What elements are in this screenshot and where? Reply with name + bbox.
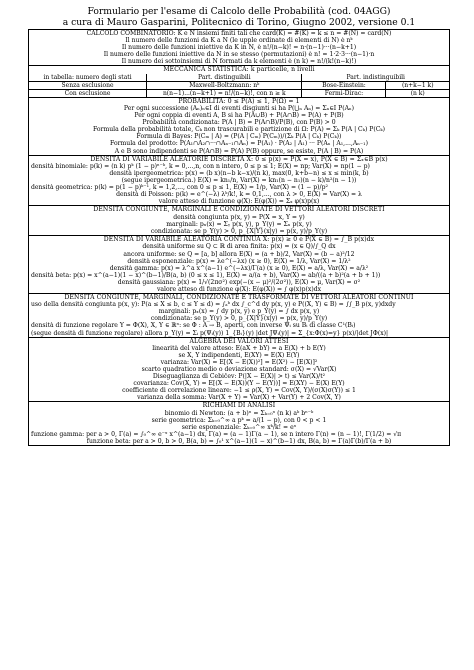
formula-line: condizionata: se p_Y(y) > 0, p_{X|Y}(x|y) = p(x, y)/p_Y(y) bbox=[150, 227, 328, 235]
section-congiunte-continue bbox=[29, 293, 449, 337]
section-densita-discreta bbox=[29, 155, 449, 206]
formula-line: Diseguaglianza di Čebičev: P(|X − E(X)| > t) ≤ Var(X)/t² bbox=[152, 373, 326, 381]
formula-line: densità di Poisson: p(k) = e^(−λ) λᵏ/k!, k = 0,1,..., con λ > 0, E(X) = Var(X) = λ bbox=[116, 191, 362, 199]
formula-line: condizionata: se p_Y(y) > 0, p_{X|Y}(x|y) = p(x, y)/p_Y(y) bbox=[150, 315, 328, 323]
formula-line: (segue densità di funzione regolare) allora p_Y(y) = Σᵢ p(Ψᵢ(y)) 1_{Bᵢ}(y) |det JΨᵢ(y)| = Σ_{x:Φ(x)=y} p(x)/|det JΦ(x)| bbox=[31, 329, 389, 337]
formula-line: varianza della somma: Var(X + Y) = Var(X) + Var(Y) + 2 Cov(X, Y) bbox=[137, 394, 341, 402]
section-heading: PROBABILITÀ: 0 ≤ P(A) ≤ 1, P(Ω) = 1 bbox=[178, 97, 300, 105]
formula-line: coefficiente di correlazione lineare: −1 ≤ ρ(X, Y) = Cov(X, Y)/(σ(X)σ(Y)) ≤ 1 bbox=[122, 387, 356, 395]
table-header-row bbox=[29, 74, 449, 82]
formula-line: densità ipergeometrica: p(x) = (b x)(n−b k−x)/(n k), max(0, k+b−n) ≤ x ≤ min(k, b) bbox=[109, 170, 369, 178]
formula-line: Il numero delle funzioni iniettive da K in N, è n!/(n−k)! = n·(n−1)···(n−k+1) bbox=[121, 44, 357, 52]
section-probabilita bbox=[29, 97, 449, 155]
table-cell: Maxwell-Boltzmann: nᵏ bbox=[147, 81, 302, 89]
formula-line: densità binomiale: p(k) = (n k) pᵏ (1 − p)ⁿ⁻ᵏ, k = 0,...,n, con n intero, 0 ≤ p ≤ 1; E(X) = np; Var(X) = np(1 − p) bbox=[31, 163, 370, 171]
formula-line: scarto quadratico medio o deviazione standard: σ(X) = √Var(X) bbox=[141, 366, 337, 374]
section-heading: DENSITÀ DI VARIABILE ALEATORIA CONTINUA X: p(x) ≥ 0 e P(X ∈ B) = ∫_B p(x)dx bbox=[103, 235, 375, 243]
formula-line: uso della densità congiunta p(x, y): P(a ≤ X ≤ b, c ≤ Y ≤ d) = ∫ₐᵇ dx ∫_c^d dy p(x, y) e P((X, Y) ∈ B) = ∫∫_B p(x, y)dxdy bbox=[31, 301, 396, 309]
formula-line: marginali: pₓ(x) = Σᵧ p(x, y), p_Y(y) = Σₓ p(x, y) bbox=[166, 220, 312, 228]
formula-line: Il numero delle funzioni iniettive da N in se stesso (permutazioni) è n! = 1·2·3···(n−1)·n bbox=[103, 51, 375, 59]
table-header-cell: Part. indistinguibili bbox=[302, 74, 449, 82]
section-heading: ALGEBRA DEI VALORI ATTESI bbox=[189, 337, 289, 345]
title-line-1: Formulario per l'esame di Calcolo delle Probabilità (cod. 04AGG) bbox=[87, 6, 391, 17]
meccanica-table bbox=[29, 74, 449, 97]
formula-line: densità uniforme su Q ⊂ ℝ di area finita: p(x) = (x ∈ Q)/∫_Q dx bbox=[142, 243, 336, 251]
formula-line: marginali: pₓ(x) = ∫ dy p(x, y) e p_Y(y) = ∫ dx p(x, y) bbox=[158, 308, 320, 316]
table-cell: n(n−1)...(n−k+1) = n!/(n−k)!, con n ≥ k bbox=[147, 89, 302, 97]
formula-line: Formula di Bayes: P(Cₘ | A) = (P(A | Cₘ) P(Cₘ))/(Σₖ P(A | Cₖ) P(Cₖ)) bbox=[136, 133, 342, 141]
formula-line: Formula della probabilità totale, Cₖ non trascurabili e partizione di Ω: P(A) = Σₖ P(A | Cₖ) P(Cₖ) bbox=[92, 126, 385, 134]
table-row bbox=[29, 89, 449, 97]
formula-line: covarianza: Cov(X, Y) = E[(X − E(X))(Y − E(Y))] = E(XY) − E(X) E(Y) bbox=[133, 380, 345, 388]
formula-line: Formula del prodotto: P(A₁∩A₂∩···∩Aₙ₋₁∩Aₙ) = P(A₁) · P(A₂ | A₁) ··· P(Aₙ | A₁,...,Aₙ₋₁) bbox=[110, 140, 368, 148]
table-cell: (n+k−1 k) bbox=[386, 81, 449, 89]
formula-line: serie esponenziale: Σₖ₌₀^∞ xᵏ/k! = eˣ bbox=[181, 424, 297, 432]
formula-line: densità di funzione regolare Y = Φ(X), X, Y ∈ ℝⁿ: se Φ : A → B, aperti, con inverse Ψᵢ su Bᵢ di classe C¹(Bᵢ) bbox=[31, 322, 356, 330]
section-heading: MECCANICA STATISTICA: k particelle, n livelli bbox=[163, 66, 315, 74]
formula-line: funzione gamma: per a > 0, Γ(a) = ∫₀^∞ e⁻ˣ x^(a−1) dx, Γ(a) = (a − 1)Γ(a − 1), se n intero Γ(n) = (n − 1)!, Γ(1/2) = √π bbox=[31, 431, 402, 439]
formula-line: ancora uniforme: se Q = [a, b] allora E(X) = (a + b)/2, Var(X) = (b − a)²/12 bbox=[123, 250, 355, 258]
document-title bbox=[28, 6, 450, 28]
formula-line: valore atteso di funzione φ(X): E(φ(X)) = ∫ φ(x)p(x)dx bbox=[156, 285, 322, 293]
formula-line: CALCOLO COMBINATORIO: K e N insiemi finiti tali che card(K) = #(K) = k ≤ n = #(N) = card(N) bbox=[86, 30, 392, 37]
formula-line: se X, Y indipendenti, E(XY) = E(X) E(Y) bbox=[178, 352, 300, 360]
formula-line: funzione beta: per a > 0, b > 0, B(a, b) = ∫₀¹ x^(a−1)(1 − x)^(b−1) dx, B(a, b) = Γ(a)Γ(b)/Γ(a + b) bbox=[86, 438, 392, 446]
formula-line: (segue ipergeometrica.) E(X) = kn₁/n, Var(X) = kn₁(n − n₁)(n − k)/n²(n − 1)) bbox=[121, 177, 357, 185]
formula-line: Per ogni successione (Aₙ)ₙ∈I di eventi disgiunti si ha P(⋃ₙ Aₙ) = Σₙ∈I P(Aₙ) bbox=[123, 105, 355, 113]
section-meccanica-statistica bbox=[29, 65, 449, 97]
formula-line: Probabilità condizionata: P(A | B) = P(A∩B)/P(B), con P(B) > 0 bbox=[142, 119, 336, 127]
formula-line: densità esponenziale: p(x) = λe^(−λx) (x ≥ 0), E(X) = 1/λ, Var(X) = 1/λ² bbox=[127, 257, 351, 265]
formula-sheet bbox=[28, 6, 450, 446]
table-cell: Fermi-Dirac: bbox=[302, 89, 386, 97]
table-header-cell: Part. distinguibili bbox=[147, 74, 302, 82]
formula-line: densità beta: p(x) = x^(a−1)(1 − x)^(b−1)/B(a, b) (0 ≤ x ≤ 1), E(X) = a/(a + b), Var(X) = ab/((a + b)²(a + b + 1)) bbox=[31, 271, 381, 279]
section-heading: RICHIAMI DI ANALISI bbox=[202, 402, 276, 410]
section-congiunte-discrete bbox=[29, 205, 449, 235]
table-cell: Senza esclusione bbox=[29, 81, 147, 89]
title-line-2: a cura di Mauro Gasparini, Politecnico di Torino, Giugno 2002, versione 0.1 bbox=[62, 17, 416, 28]
formula-line: linearità del valore atteso: E(aX + bY) = a E(X) + b E(Y) bbox=[152, 345, 326, 353]
formula-line: valore atteso di funzione φ(X): E(φ(X)) = Σₓ φ(x)p(x) bbox=[158, 198, 320, 206]
section-calcolo-combinatorio bbox=[29, 30, 449, 65]
table-cell: Con esclusione bbox=[29, 89, 147, 97]
formula-line: binomio di Newton: (a + b)ⁿ = Σₖ₌₀ⁿ (n k) aᵏ bⁿ⁻ᵏ bbox=[164, 409, 314, 417]
section-richiami-analisi bbox=[29, 401, 449, 445]
table-cell: (n k) bbox=[386, 89, 449, 97]
table-header-cell: in tabella: numero degli stati bbox=[29, 74, 147, 82]
formula-line: serie geometrica: Σₖ₌₀^∞ a pᵏ = a/(1 − p), con 0 < p < 1 bbox=[151, 416, 327, 424]
formula-line: densità gaussiana: p(x) = 1/√(2πσ²) exp(−(x − μ)²/(2σ²)), E(X) = μ, Var(X) = σ² bbox=[117, 278, 361, 286]
formula-line: Il numero dei sottoinsiemi di N formati da k elementi è (n k) = n!/(k!(n−k)!) bbox=[121, 58, 357, 66]
section-heading: DENSITÀ CONGIUNTE, MARGINALI, CONDIZIONATE E TRASFORMATE DI VETTORI ALEATORI CONTINUI bbox=[64, 293, 414, 301]
section-heading: DENSITÀ CONGIUNTE, MARGINALI E CONDIZIONATE DI VETTORI ALEATORI DISCRETI bbox=[93, 206, 385, 214]
section-heading: DENSITÀ DI VARIABILE ALEATORIE DISCRETA X: 0 ≤ p(x) = P(X = x), P(X ∈ B) = Σₓ∈B p(x) bbox=[90, 155, 388, 163]
section-densita-continua bbox=[29, 235, 449, 293]
formula-line: Il numero delle funzioni da K a N (le upple ordinate di elementi di N) è nᵏ bbox=[125, 37, 353, 45]
section-valori-attesi bbox=[29, 337, 449, 402]
table-row bbox=[29, 81, 449, 89]
formula-line: densità geometrica: p(k) = p(1 − p)ᵏ⁻¹, k = 1,2,..., con 0 ≤ p ≤ 1, E(X) = 1/p, Var(X) = (1 − p)/p² bbox=[31, 184, 328, 192]
formula-box bbox=[28, 29, 450, 446]
table-cell: Bose-Einstein: bbox=[302, 81, 386, 89]
formula-line: densità congiunta p(x, y) = P(X = x, Y = y) bbox=[173, 213, 305, 221]
formula-line: densità gamma: p(x) = λ^a x^(a−1) e^(−λx)/Γ(a) (x ≥ 0), E(X) = a/λ, Var(X) = a/λ² bbox=[109, 264, 369, 272]
formula-line: Per ogni coppia di eventi A, B si ha P(A∪B) + P(A∩B) = P(A) + P(B) bbox=[134, 112, 344, 120]
formula-line: varianza: Var(X) = E[(X − E(X))²] = E(X²) − [E(X)]² bbox=[160, 359, 318, 367]
formula-line: A e B sono indipendenti se P(A∩B) = P(A) P(B) oppure, se esiste, P(A | B) = P(A) bbox=[114, 147, 364, 155]
